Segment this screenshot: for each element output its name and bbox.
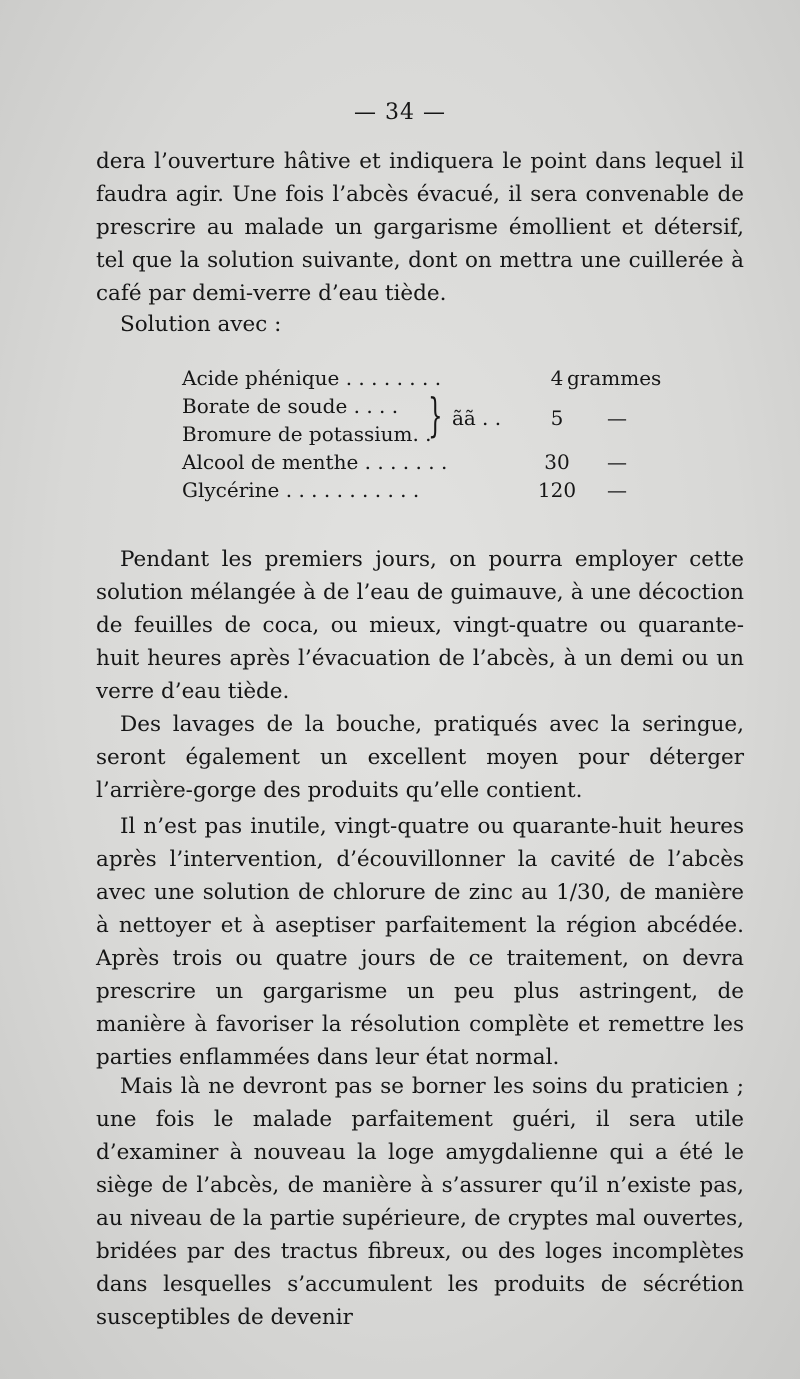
ingredient-name: Acide phénique . . . . . . . .: [182, 366, 442, 390]
ingredient-name: Alcool de menthe . . . . . . .: [182, 450, 448, 474]
recipe-row-acide-phenique: [182, 364, 662, 392]
ingredient-name: Bromure de potassium. .: [182, 422, 432, 446]
ingredient-quantity: 4: [550, 366, 564, 390]
recipe-row-alcool-de-menthe: [182, 448, 662, 476]
ditto-dash: —: [607, 450, 627, 474]
paragraph-3: Des lavages de la bouche, pratiqués avec la seringue, seront également un excellent moyen pour déterger l’arrière-gorge des produits qu’elle contient.: [96, 712, 744, 803]
ana-leader-dots: . .: [482, 406, 502, 430]
prescription-table: [182, 364, 662, 504]
paragraph-4-block: [96, 810, 744, 1074]
paragraph-5: Mais là ne devront pas se borner les soins du praticien ; une fois le malade parfaitement guéri, il sera utile d’examiner à nouveau la loge amygdalienne qui a été le siège de l’abcès, de manière à s’assurer qu’il n’existe pas, au niveau de la partie supérieure, de cryptes mal ouvertes, bridées par des tractus fibreux, ou des loges incomplètes dans lesquelles s’accumulent les produits de sécrétion susceptibles de devenir: [96, 1074, 744, 1330]
recipe-row-glycerine: [182, 476, 662, 504]
paragraph-4: Il n’est pas inutile, vingt-quatre ou quarante-huit heures après l’intervention, d’écouvillonner la cavité de l’abcès avec une solution de chlorure de zinc au 1/30, de manière à nettoyer et à aseptiser parfaitement la région abcédée. Après trois ou quatre jours de ce traitement, on devra prescrire un gargarisme un peu plus astringent, de manière à favoriser la résolution complète et remettre les parties enflammées dans leur état normal.: [96, 814, 744, 1070]
paragraph-1-block: [96, 145, 744, 310]
grouping-brace: }: [428, 388, 443, 442]
ana-symbol: ãã: [452, 406, 476, 430]
ana-ditto-dash: —: [607, 406, 627, 430]
ana-quantity: 5: [550, 406, 564, 430]
ingredient-quantity: 120: [537, 478, 577, 502]
paragraph-5-block: [96, 1070, 744, 1334]
ingredient-unit: grammes: [567, 366, 662, 390]
ingredient-name: Glycérine . . . . . . . . . . .: [182, 478, 420, 502]
recipe-row-borate-de-soude: [182, 392, 662, 420]
paragraph-3-block: [96, 708, 744, 807]
solution-heading: Solution avec :: [120, 312, 282, 337]
paragraph-1: dera l’ouverture hâtive et indiquera le point dans lequel il faudra agir. Une fois l’abcès évacué, il sera convenable de prescrire au malade un gargarisme émollient et détersif, tel que la solution suivante, dont on mettra une cuillerée à café par demi-verre d’eau tiède.: [96, 149, 744, 306]
ingredient-quantity: 30: [544, 450, 570, 474]
recipe-row-bromure-de-potassium: [182, 420, 662, 448]
ditto-dash: —: [607, 478, 627, 502]
paragraph-2-block: [96, 543, 744, 708]
ingredient-name: Borate de soude . . . .: [182, 394, 399, 418]
page-number: — 34 —: [354, 100, 446, 125]
paragraph-2: Pendant les premiers jours, on pourra employer cette solution mélangée à de l’eau de guimauve, à une décoction de feuilles de coca, ou mieux, vingt-quatre ou quarante-huit heures après l’évacuation de l’abcès, à un demi ou un verre d’eau tiède.: [96, 547, 744, 704]
